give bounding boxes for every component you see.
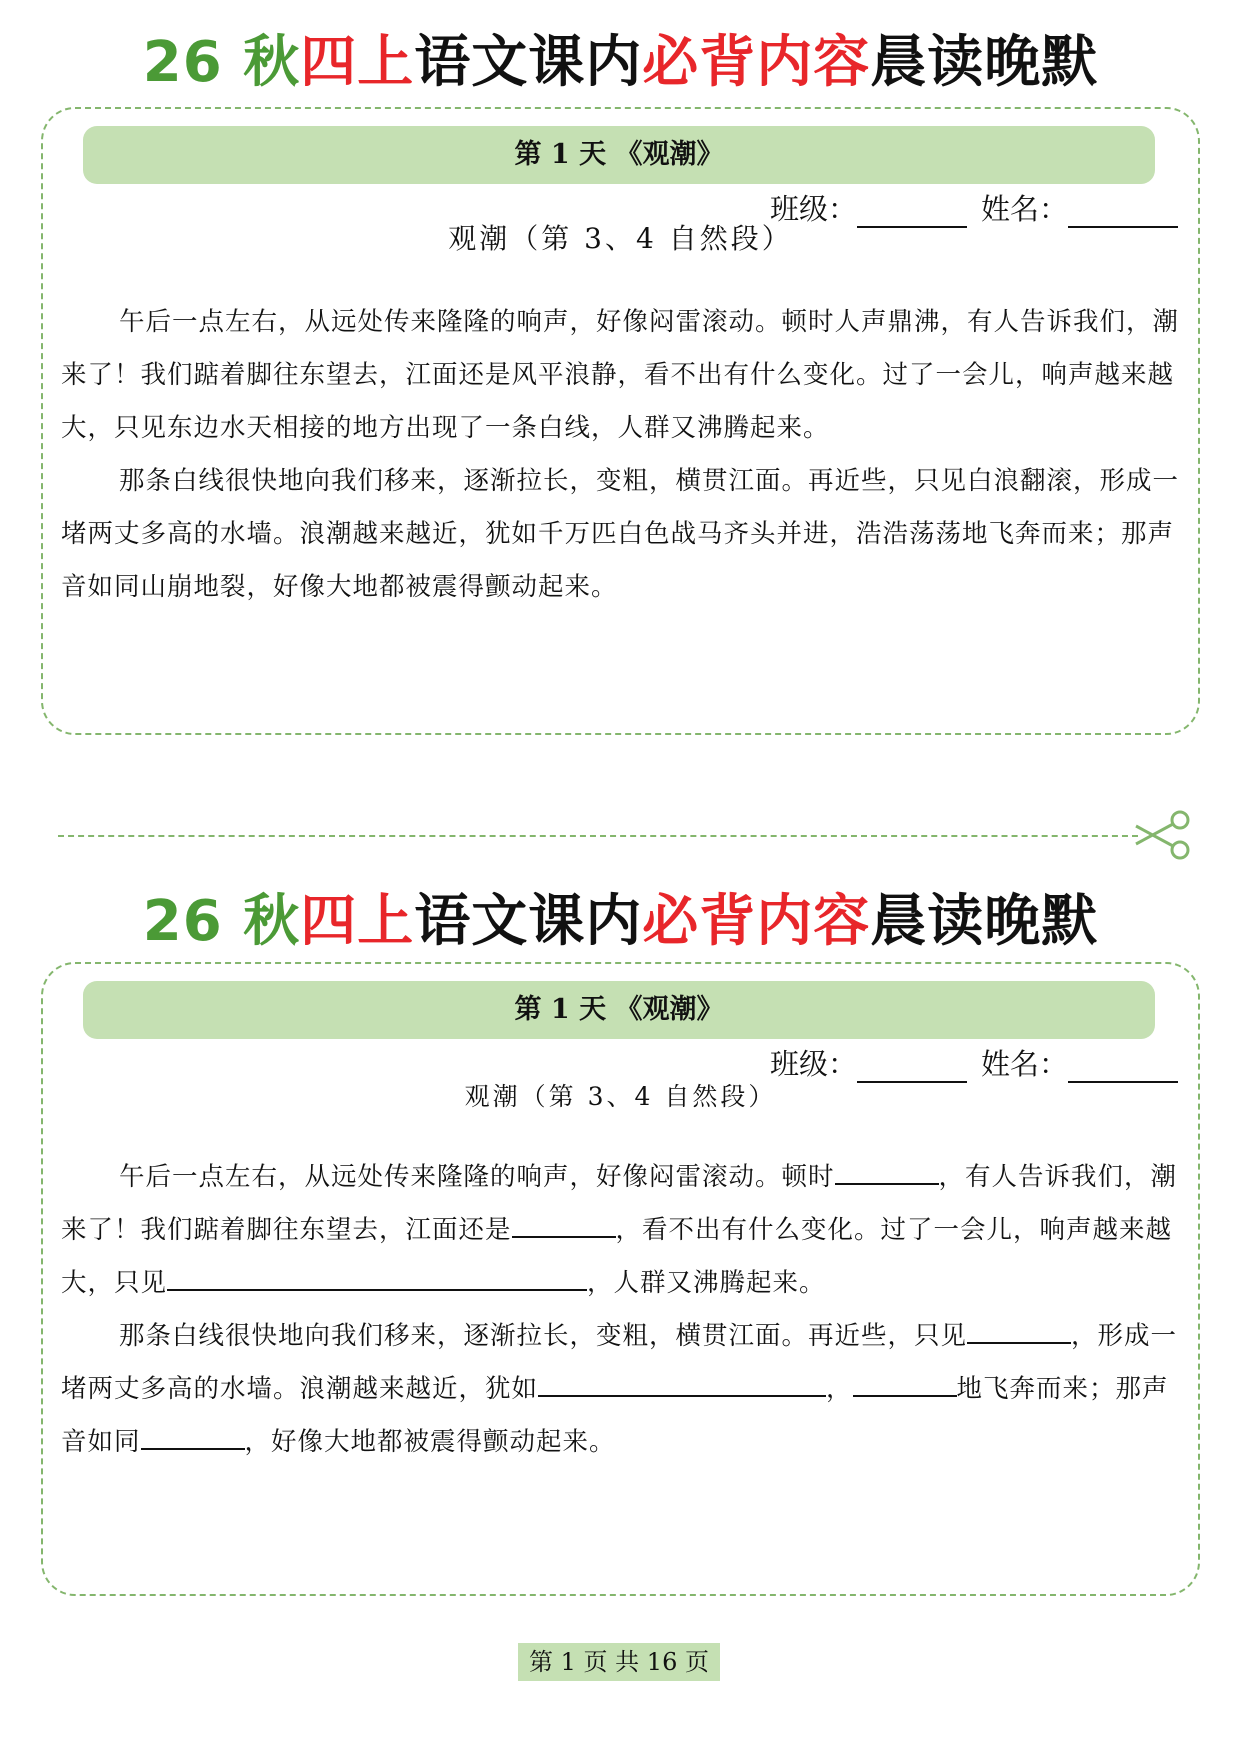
day-banner: 第 1 天 《观潮》 <box>83 981 1155 1039</box>
cut-line <box>58 835 1138 837</box>
page-title-copy: 26 秋四上语文课内必背内容晨读晚默 <box>142 889 1099 954</box>
fill-in-passage <box>61 1151 1181 1469</box>
reading-card <box>41 107 1200 735</box>
fill-blank[interactable] <box>512 1210 616 1238</box>
paragraph-3-blanks: 午后一点左右，从远处传来隆隆的响声，好像闷雷滚动。顿时 ，有人告诉我们，潮来了！我们踮着脚往东望去，江面还是 ，看不出有什么变化。过了一会儿，响声越来越大，只见 ，人群又沸腾起来。 <box>61 1151 1181 1310</box>
fill-blank[interactable] <box>967 1316 1071 1344</box>
fill-blank[interactable] <box>167 1263 587 1291</box>
dictation-card <box>41 962 1200 1596</box>
scissors-icon <box>1132 806 1192 864</box>
day-banner: 第 1 天 《观潮》 <box>83 126 1155 184</box>
class-label: 班级： <box>769 192 857 226</box>
passage-subtitle: 观潮（第 3、4 自然段） <box>448 222 793 255</box>
fill-blank[interactable] <box>538 1369 826 1397</box>
page-number: 第 1 页 共 16 页 <box>518 1643 720 1681</box>
page-title: 26 秋四上语文课内必背内容晨读晚默 <box>142 30 1099 95</box>
fill-blank[interactable] <box>835 1157 939 1185</box>
paragraph-3: 午后一点左右，从远处传来隆隆的响声，好像闷雷滚动。顿时人声鼎沸，有人告诉我们，潮来了！我们踮着脚往东望去，江面还是风平浪静，看不出有什么变化。过了一会儿，响声越来越大，只见东边水天相接的地方出现了一条白线，人群又沸腾起来。 <box>61 307 1180 443</box>
fill-blank[interactable] <box>853 1369 957 1397</box>
fill-blank[interactable] <box>141 1422 245 1450</box>
name-label: 姓名： <box>980 192 1068 226</box>
paragraph-4-blanks: 那条白线很快地向我们移来，逐渐拉长，变粗，横贯江面。再近些，只见 ，形成一堵两丈多高的水墙。浪潮越来越近，犹如 ， 地飞奔而来；那声音如同 ，好像大地都被震得颤动起来。 <box>61 1310 1181 1469</box>
class-label: 班级： <box>769 1047 857 1081</box>
passage-text <box>61 296 1181 614</box>
paragraph-4: 那条白线很快地向我们移来，逐渐拉长，变粗，横贯江面。再近些，只见白浪翻滚，形成一堵两丈多高的水墙。浪潮越来越近，犹如千万匹白色战马齐头并进，浩浩荡荡地飞奔而来；那声音如同山崩地裂，好像大地都被震得颤动起来。 <box>61 466 1180 602</box>
passage-subtitle: 观潮（第 3、4 自然段） <box>464 1082 777 1111</box>
name-label: 姓名： <box>980 1047 1068 1081</box>
